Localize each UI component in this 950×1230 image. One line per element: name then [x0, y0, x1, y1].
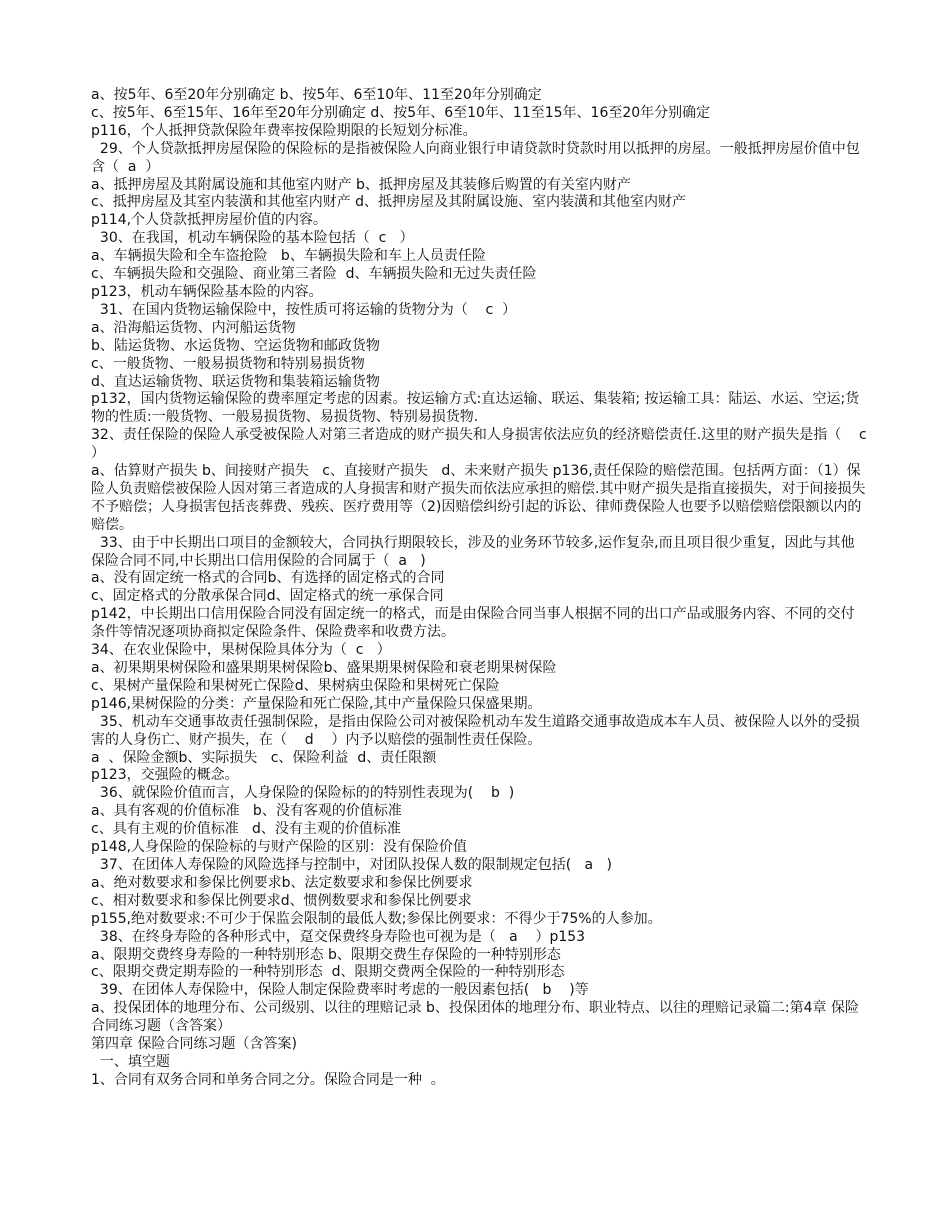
text-line: p123，机动车辆保险基本险的内容。 — [91, 283, 323, 300]
text-line: a、投保团体的地理分布、公司级别、以往的理赔记录 b、投保团体的地理分布、职业特点、以往的理赔记录篇二:第4章 保险合同练习题（含答案） — [91, 1000, 859, 1035]
text-line: p146,果树保险的分类：产量保险和死亡保险,其中产量保险只保盛果期。 — [91, 695, 542, 712]
text-line: a、初果期果树保险和盛果期果树保险b、盛果期果树保险和衰老期果树保险 — [91, 660, 557, 676]
text-line: c、果树产量保险和果树死亡保险d、果树病虫保险和果树死亡保险 — [91, 677, 500, 694]
text-line: a、沿海船运货物、内河船运货物 — [91, 319, 296, 336]
text-line: c、车辆损失险和交强险、商业第三者险 d、车辆损失险和无过失责任险 — [91, 266, 537, 283]
text-line: c、相对数要求和参保比例要求d、惯例数要求和参保比例要求 — [91, 892, 472, 909]
text-line: 33、由于中长期出口项目的金额较大，合同执行期限较长，涉及的业务环节较多,运作复杂,而且项目很少重复，因此与其他保险合同不同,中长期出口信用保险的合同属于（ a ) — [91, 534, 855, 569]
text-line: c、抵押房屋及其室内装潢和其他室内财产 d、抵押房屋及其附属设施、室内装潢和其他室内财产 — [91, 194, 687, 211]
text-line: p132，国内货物运输保险的费率厘定考虑的因素。按运输方式:直达运输、联运、集装箱; 按运输工具：陆运、水运、空运;货物的性质:一般货物、一般易损货物、易损货物、特别易损货物. — [91, 391, 860, 426]
text-line: c、一般货物、一般易损货物和特别易损货物 — [91, 355, 365, 372]
text-line: 36、就保险价值而言，人身保险的保险标的的特别性表现为( b ) — [91, 785, 515, 802]
text-line: p116，个人抵押贷款保险年费率按保险期限的长短划分标准。 — [91, 122, 477, 139]
text-line: 34、在农业保险中，果树保险具体分为（ c ） — [91, 642, 391, 659]
text-line: a 、保险金额b、实际损失 c、保险利益 d、责任限额 — [91, 749, 437, 766]
text-line: 一、填空题 — [91, 1053, 170, 1070]
text-line: c、固定格式的分散承保合同d、固定格式的统一承保合同 — [91, 588, 444, 605]
text-line: p148,人身保险的保险标的与财产保险的区别：没有保险价值 — [91, 839, 468, 856]
text-line: p155,绝对数要求:不可少于保监会限制的最低人数;参保比例要求：不得少于75%的人参加。 — [91, 910, 662, 927]
text-line: 35、机动车交通事故责任强制保险，是指由保险公司对被保险机动车发生道路交通事故造成本车人员、被保险人以外的受损害的人身伤亡、财产损失，在（ d ）内予以赔偿的强制性责任保险。 — [91, 713, 860, 748]
text-line: a、车辆损失险和全车盗抢险 b、车辆损失险和车上人员责任险 — [91, 248, 486, 265]
text-line: 32、责任保险的保险人承受被保险人对第三者造成的财产损失和人身损害依法应负的经济赔偿责任.这里的财产损失是指（ c ） — [91, 427, 885, 462]
text-line: c、按5年、6至15年、16年至20年分别确定 d、按5年、6至10年、11至15年、16至20年分别确定 — [91, 104, 711, 121]
text-line: a、估算财产损失 b、间接财产损失 c、直接财产损失 d、未来财产损失 p136,责任保险的赔偿范围。包括两方面：（1）保险人负责赔偿被保险人因对第三者造成的人身损害和财产损失而依法应承担的赔偿.其中财产损失是指直接损失，对于间接损失不予赔偿；人身损害包括丧葬费、残疾、医疗费用等（2)因赔偿纠纷引起的诉讼、律师费保险人也要予以赔偿赔偿限额以内的赔偿。 — [91, 463, 866, 533]
text-line: c、限期交费定期寿险的一种特别形态 d、限期交费两全保险的一种特别形态 — [91, 964, 565, 981]
text-line: 38、在终身寿险的各种形式中，趸交保费终身寿险也可视为是（ a ）p153 — [91, 928, 586, 945]
text-line: a、抵押房屋及其附属设施和其他室内财产 b、抵押房屋及其装修后购置的有关室内财产 — [91, 176, 631, 193]
text-line: 第四章 保险合同练习题（含答案) — [91, 1036, 297, 1053]
text-line: c、具有主观的价值标准 d、没有主观的价值标准 — [91, 821, 401, 838]
text-line: 37、在团体人寿保险的风险选择与控制中，对团队投保人数的限制规定包括( a ) — [91, 856, 612, 873]
text-line: a、绝对数要求和参保比例要求b、法定数要求和参保比例要求 — [91, 874, 473, 891]
text-line: a、按5年、6至20年分别确定 b、按5年、6至10年、11至20年分别确定 — [91, 87, 542, 103]
text-line: d、直达运输货物、联运货物和集装箱运输货物 — [91, 373, 380, 390]
text-line: 30、在我国，机动车辆保险的基本险包括（ c ） — [91, 230, 414, 247]
text-line: a、限期交费终身寿险的一种特别形态 b、限期交费生存保险的一种特别形态 — [91, 946, 561, 963]
text-line: p114,个人贷款抵押房屋价值的内容。 — [91, 212, 328, 229]
text-line: 31、在国内货物运输保险中，按性质可将运输的货物分为（ c ） — [91, 301, 517, 318]
text-line: b、陆运货物、水运货物、空运货物和邮政货物 — [91, 337, 380, 354]
text-line: p123，交强险的概念。 — [91, 767, 239, 784]
text-line: a、具有客观的价值标准 b、没有客观的价值标准 — [91, 803, 402, 820]
text-line: a、没有固定统一格式的合同b、有选择的固定格式的合同 — [91, 570, 445, 587]
text-line: 1、合同有双务合同和单务合同之分。保险合同是一种 。 — [91, 1071, 445, 1088]
text-line: p142，中长期出口信用保险合同没有固定统一的格式，而是由保险合同当事人根据不同的出口产品或服务内容、不同的交付条件等情况逐项协商拟定保险条件、保险费率和收费方法。 — [91, 606, 855, 641]
text-line: 29、个人贷款抵押房屋保险的保险标的是指被保险人向商业银行申请贷款时贷款时用以抵押的房屋。一般抵押房屋价值中包含（ a ） — [91, 140, 860, 175]
text-line: 39、在团体人寿保险中，保险人制定保险费率时考虑的一般因素包括( b )等 — [91, 982, 589, 999]
